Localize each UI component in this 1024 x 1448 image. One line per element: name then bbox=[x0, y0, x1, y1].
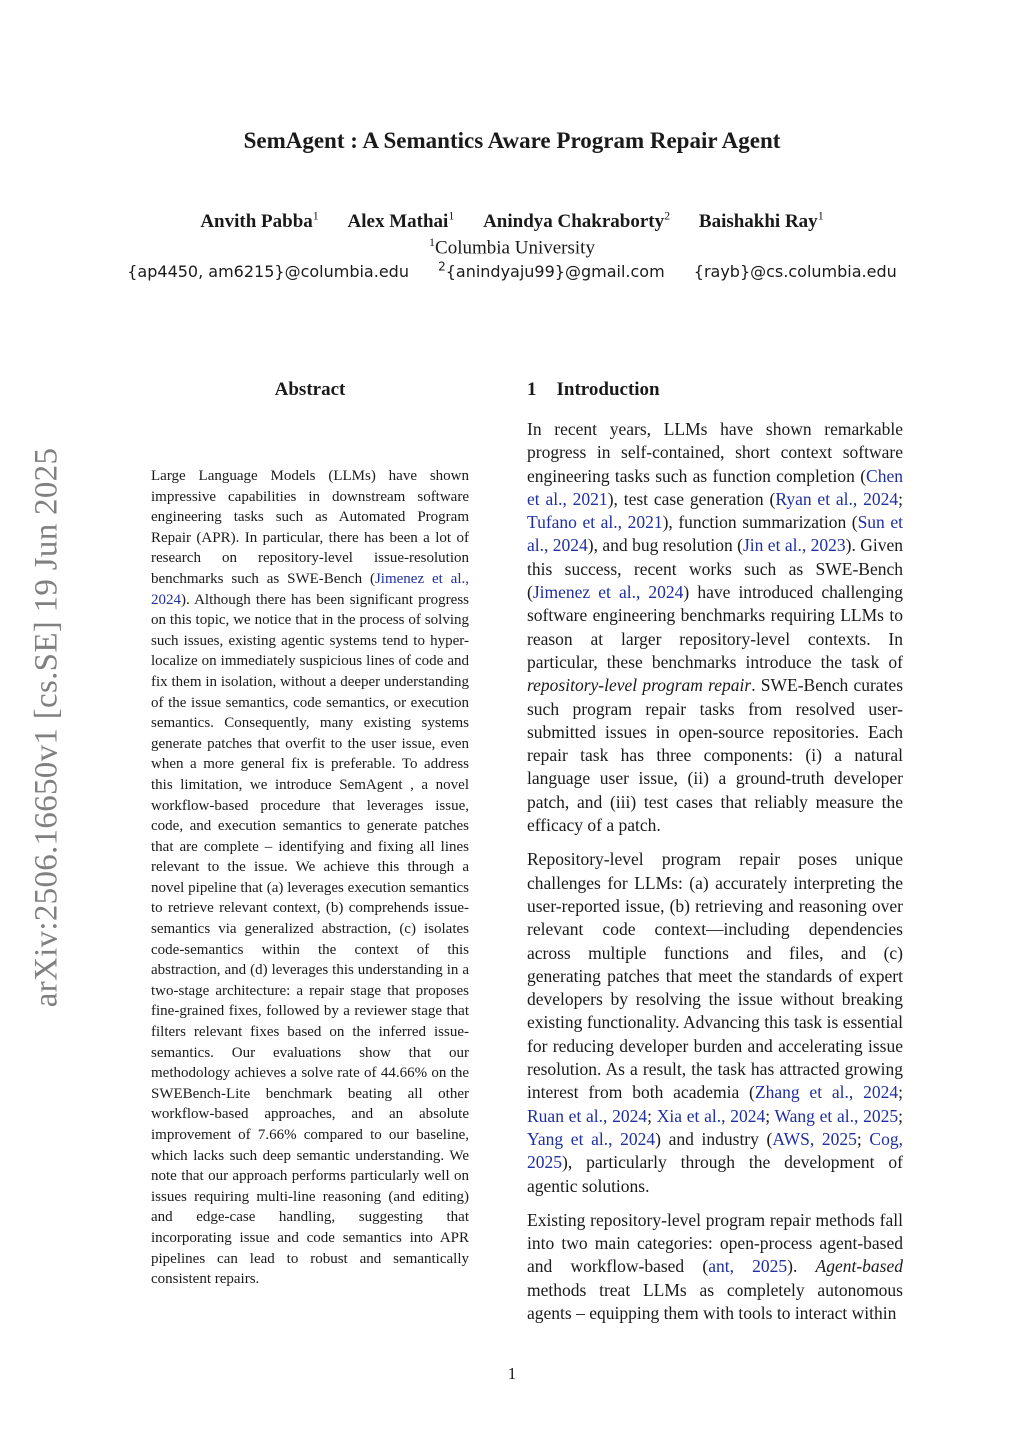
body-text: ). Given this success, recent works such as SWE-Bench ( bbox=[527, 535, 903, 603]
citation-link[interactable]: Xia et al., 2024 bbox=[656, 1105, 766, 1126]
body-text: ; bbox=[898, 1082, 903, 1103]
body-text: methods treat LLMs as completely autonomous agents – equipping them with tools to interact within bbox=[527, 1279, 903, 1323]
citation-link[interactable]: Jimenez et al., 2024 bbox=[532, 582, 684, 603]
section-number: 1 bbox=[527, 379, 537, 400]
paper-title: SemAgent : A Semantics Aware Program Repair Agent bbox=[243, 128, 781, 153]
body-text: ), and bug resolution ( bbox=[587, 535, 743, 556]
citation-link[interactable]: Wang et al., 2025 bbox=[774, 1105, 899, 1126]
body-text: Repository-level program repair poses unique challenges for LLMs: (a) accurately interpreting the user-reported issue, (b) retrieving and reasoning over relevant code context—including dependencies across multiple functions and files, and (c) generating patches that meet the standards of expert developers by resolving the issue without breaking existing functionality. Advancing this task is essential for reducing developer burden and accelerating issue resolution. As a result, the task has attracted growing interest from both academia ( bbox=[527, 849, 903, 1103]
citation-link[interactable]: ant, 2025 bbox=[708, 1256, 788, 1277]
affiliation-name: Columbia University bbox=[435, 237, 595, 259]
emphasized-text: repository-level program repair bbox=[527, 675, 752, 696]
author: Anindya Chakraborty$^2$ bbox=[483, 209, 671, 233]
section-title: Introduction bbox=[556, 379, 660, 400]
body-text: . SWE-Bench curates such program repair tasks from resolved user-submitted issues in open-source repositories. Each repair task has three components: (i) a natural language user issue, (ii) a ground-truth developer patch, and (iii) test cases that reliably measure the efficacy of a patch. bbox=[527, 675, 904, 836]
body-text: ; bbox=[856, 1128, 870, 1149]
email: $^2${anindyaju99}@gmail.com bbox=[438, 260, 665, 282]
intro-paragraph bbox=[527, 418, 903, 837]
affiliation-mark: 1 bbox=[817, 209, 824, 223]
citation-link[interactable]: Chen et al., 2021 bbox=[527, 465, 903, 509]
body-text: ) have introduced challenging software engineering benchmarks requiring LLMs to reason at larger repository-level contexts. In particular, these benchmarks introduce the task of bbox=[527, 582, 903, 672]
body-text: ; bbox=[898, 1105, 903, 1126]
emphasized-text: Agent-based bbox=[815, 1256, 904, 1277]
abstract-heading: Abstract bbox=[274, 379, 346, 400]
affiliation-mark: 2 bbox=[664, 209, 671, 223]
affiliation-mark: 1 bbox=[312, 209, 319, 223]
email-list bbox=[0, 260, 1024, 281]
email: {rayb}@cs.columbia.edu bbox=[693, 262, 897, 282]
section-heading bbox=[527, 379, 660, 401]
author: Baishakhi Ray$^1$ bbox=[698, 209, 824, 233]
body-text: ; bbox=[898, 488, 903, 509]
citation-link[interactable]: Jin et al., 2023 bbox=[742, 535, 846, 556]
arxiv-identifier: arXiv:2506.16650v1 [cs.SE] 19 Jun 2025 bbox=[28, 447, 65, 1007]
citation-link[interactable]: Sun et al., 2024 bbox=[527, 512, 903, 556]
affiliation-mark: 1 bbox=[448, 209, 455, 223]
email: {ap4450, am6215}@columbia.edu bbox=[127, 262, 409, 282]
intro-paragraph bbox=[527, 1209, 903, 1325]
body-text: ). bbox=[787, 1256, 816, 1277]
affiliation bbox=[0, 235, 1024, 259]
page-number: 1 bbox=[507, 1364, 517, 1383]
body-text: ; bbox=[647, 1105, 657, 1126]
abstract-paragraph: Large Language Models (LLMs) have shown impressive capabilities in downstream software engineering tasks such as Automated Program Repair (APR). In particular, there has been a lot of research on repository-level issue-resolution benchmarks such as SWE-Bench (Jimenez et al., 2024). Although there has been significant progress on this topic, we notice that in the process of solving such issues, existing agentic systems tend to hyper-localize on immediately suspicious lines of code and fix them in isolation, without a deeper understanding of the issue semantics, code semantics, or execution semantics. Consequently, many existing systems generate patches that overfit to the user issue, even when a more general fix is preferable. To address this limitation, we introduce SemAgent , a novel workflow-based procedure that leverages issue, code, and execution semantics to generate patches that are complete – identifying and fixing all lines relevant to the issue. We achieve this through a novel pipeline that (a) leverages execution semantics to retrieve relevant context, (b) comprehends issue-semantics via generalized abstraction, (c) isolates code-semantics within the context of this abstraction, and (d) leverages this understanding in a two-stage architecture: a repair stage that proposes fine-grained fixes, followed by a reviewer stage that filters relevant fixes based on the inferred issue-semantics. Our evaluations show that our methodology achieves a solve rate of 44.66% on the SWEBench-Lite benchmark beating all other workflow-based approaches, and an absolute improvement of 7.66% compared to our baseline, which lacks such deep semantic understanding. We note that our approach performs particularly well on issues requiring multi-line reasoning (and editing) and edge-case handling, suggesting that incorporating issue and code semantics into APR pipelines can lead to robust and semantically consistent repairs. bbox=[151, 468, 470, 1288]
author-list bbox=[0, 209, 1024, 233]
citation-link[interactable]: Jimenez et al., 2024 bbox=[151, 570, 470, 608]
body-text: Existing repository-level program repair methods fall into two main categories: open-process agent-based and workflow-based ( bbox=[527, 1209, 903, 1277]
affiliation-mark: 1 bbox=[429, 235, 436, 249]
body-text: ) and industry ( bbox=[655, 1128, 773, 1149]
citation-link[interactable]: Ryan et al., 2024 bbox=[775, 488, 899, 509]
author: Alex Mathai$^1$ bbox=[347, 209, 455, 233]
abstract-body bbox=[151, 466, 469, 1290]
author: Anvith Pabba$^1$ bbox=[200, 209, 319, 233]
affiliation-mark: 2 bbox=[438, 260, 446, 274]
citation-link[interactable]: Zhang et al., 2024 bbox=[754, 1082, 899, 1103]
body-text: ), function summarization ( bbox=[662, 512, 858, 533]
body-text: ), particularly through the development of agentic solutions. bbox=[527, 1152, 903, 1196]
citation-link[interactable]: AWS, 2025 bbox=[772, 1128, 857, 1149]
citation-link[interactable]: Yang et al., 2024 bbox=[527, 1128, 656, 1149]
citation-link[interactable]: Ruan et al., 2024 bbox=[527, 1105, 648, 1126]
body-text: ; bbox=[765, 1105, 775, 1126]
intro-paragraph bbox=[527, 848, 903, 1197]
introduction-body bbox=[527, 418, 903, 1336]
body-text: In recent years, LLMs have shown remarkable progress in self-contained, short context software engineering tasks such as function completion ( bbox=[527, 419, 903, 486]
citation-link[interactable]: Cog, 2025 bbox=[527, 1128, 903, 1173]
arxiv-sidebar-stamp bbox=[22, 432, 72, 1022]
body-text: ), test case generation ( bbox=[607, 488, 776, 509]
citation-link[interactable]: Tufano et al., 2021 bbox=[527, 512, 663, 533]
